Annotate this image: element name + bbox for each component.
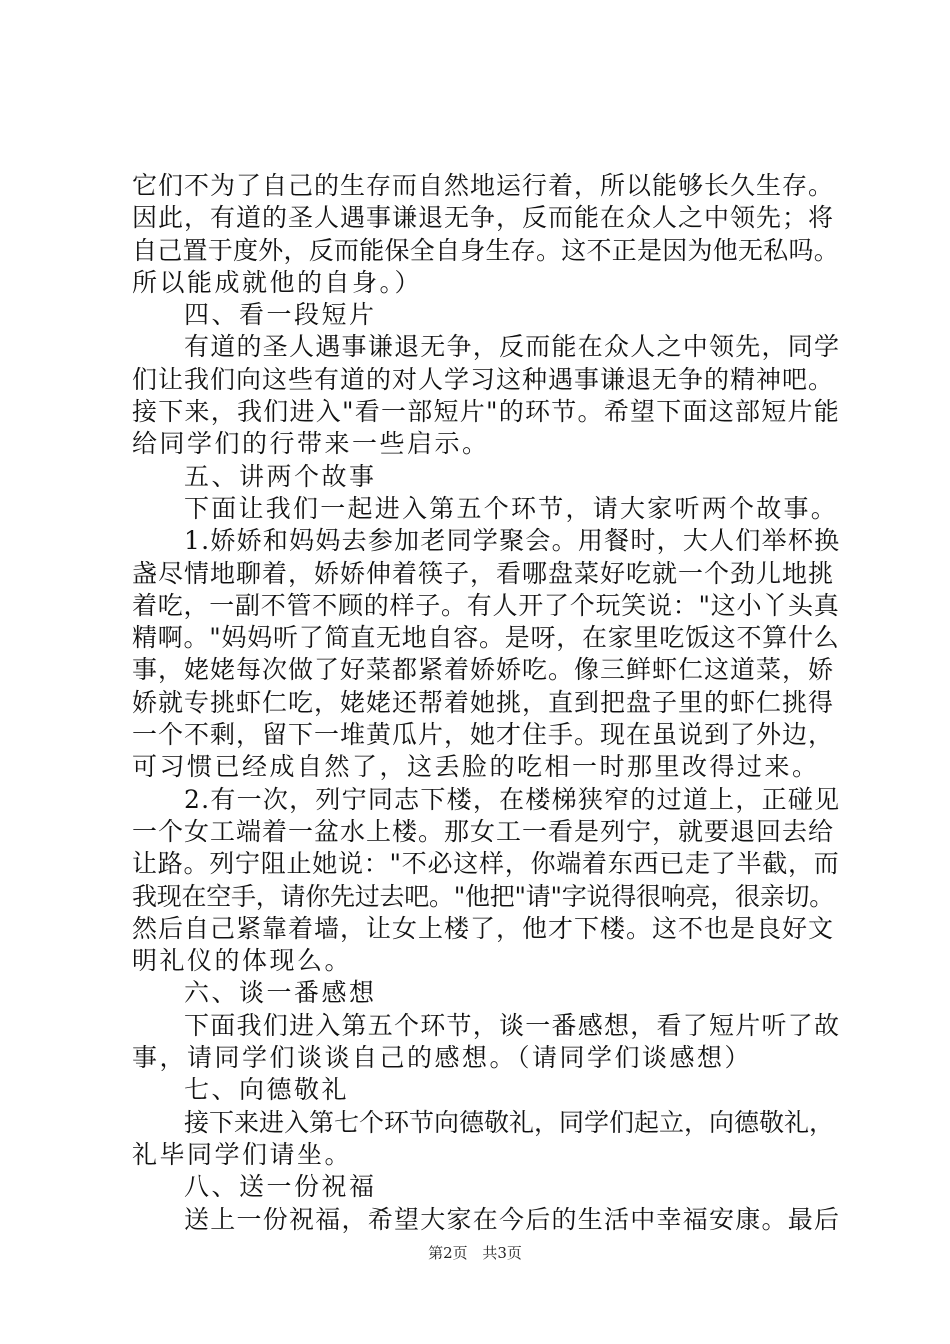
page-footer: [0, 1243, 950, 1263]
text-line: 让路。列宁阻止她说："不必这样，你端着东西已走了半截，而: [132, 849, 840, 879]
text-line: 它们不为了自己的生存而自然地运行着，所以能够长久生存。: [132, 171, 835, 200]
text-line: 我现在空手，请你先过去吧。"他把"请"字说得很响亮，很亲切。: [132, 881, 834, 911]
text-line: 下面让我们一起进入第五个环节，请大家听两个故事。: [184, 493, 839, 523]
text-line: 2.有一次，列宁同志下楼，在楼梯狭窄的过道上，正碰见: [184, 784, 841, 814]
text-line: 因此，有道的圣人遇事谦退无争，反而能在众人之中领先；将: [132, 203, 835, 233]
document-body: [132, 170, 840, 1236]
text-line: 礼毕同学们请坐。: [132, 1139, 353, 1169]
text-line: 盏尽情地聊着，娇娇伸着筷子，看哪盘菜好吃就一个劲儿地挑: [132, 558, 835, 588]
text-line: 们让我们向这些有道的对人学习这种遇事谦退无争的精神吧。: [132, 364, 835, 394]
text-line: 送上一份祝福，希望大家在今后的生活中幸福安康。最后: [184, 1204, 841, 1234]
text-line: 着吃，一副不管不顾的样子。有人开了个玩笑说："这小丫头真: [132, 590, 840, 620]
text-line: 给同学们的行带来一些启示。: [132, 429, 490, 459]
text-line: 下面我们进入第五个环节，谈一番感想，看了短片听了故: [184, 1010, 841, 1040]
text-line: 七、向德敬礼: [184, 1075, 350, 1105]
text-line: 一个不剩，留下一堆黄瓜片，她才住手。现在虽说到了外边，: [132, 720, 835, 750]
text-line: 自己置于度外，反而能保全自身生存。这不正是因为他无私吗。: [132, 235, 840, 265]
text-line: 所以能成就他的自身。）: [132, 267, 423, 297]
text-line: 接下来进入第七个环节向德敬礼，同学们起立，向德敬礼，: [184, 1107, 835, 1137]
text-line: 精啊。"妈妈听了简直无地自容。是呀，在家里吃饭这不算什么: [132, 623, 840, 653]
text-line: 一个女工端着一盆水上楼。那女工一看是列宁，就要退回去给: [132, 816, 835, 846]
text-line: 然后自己紧靠着墙，让女上楼了，他才下楼。这不也是良好文: [132, 913, 835, 943]
text-line: 事，请同学们谈谈自己的感想。（请同学们谈感想）: [132, 1043, 753, 1073]
page-total: 共3页: [482, 1244, 522, 1262]
text-line: 六、谈一番感想: [184, 978, 377, 1008]
text-line: 四、看一段短片: [184, 300, 377, 330]
text-line: 1.娇娇和妈妈去参加老同学聚会。用餐时，大人们举杯换: [184, 526, 841, 556]
text-line: 娇就专挑虾仁吃，姥姥还帮着她挑，直到把盘子里的虾仁挑得: [132, 687, 835, 717]
text-line: 明礼仪的体现么。: [132, 946, 353, 976]
page-number: 第2页: [428, 1244, 468, 1262]
text-line: 八、送一份祝福: [184, 1172, 377, 1202]
text-line: 可习惯已经成自然了，这丢脸的吃相一时那里改得过来。: [132, 752, 820, 782]
text-line: 接下来，我们进入"看一部短片"的环节。希望下面这部短片能: [132, 397, 841, 427]
text-line: 事，姥姥每次做了好菜都紧着娇娇吃。像三鲜虾仁这道菜，娇: [132, 655, 835, 685]
text-line: 有道的圣人遇事谦退无争，反而能在众人之中领先，同学: [184, 332, 841, 362]
text-line: 五、讲两个故事: [184, 461, 377, 491]
